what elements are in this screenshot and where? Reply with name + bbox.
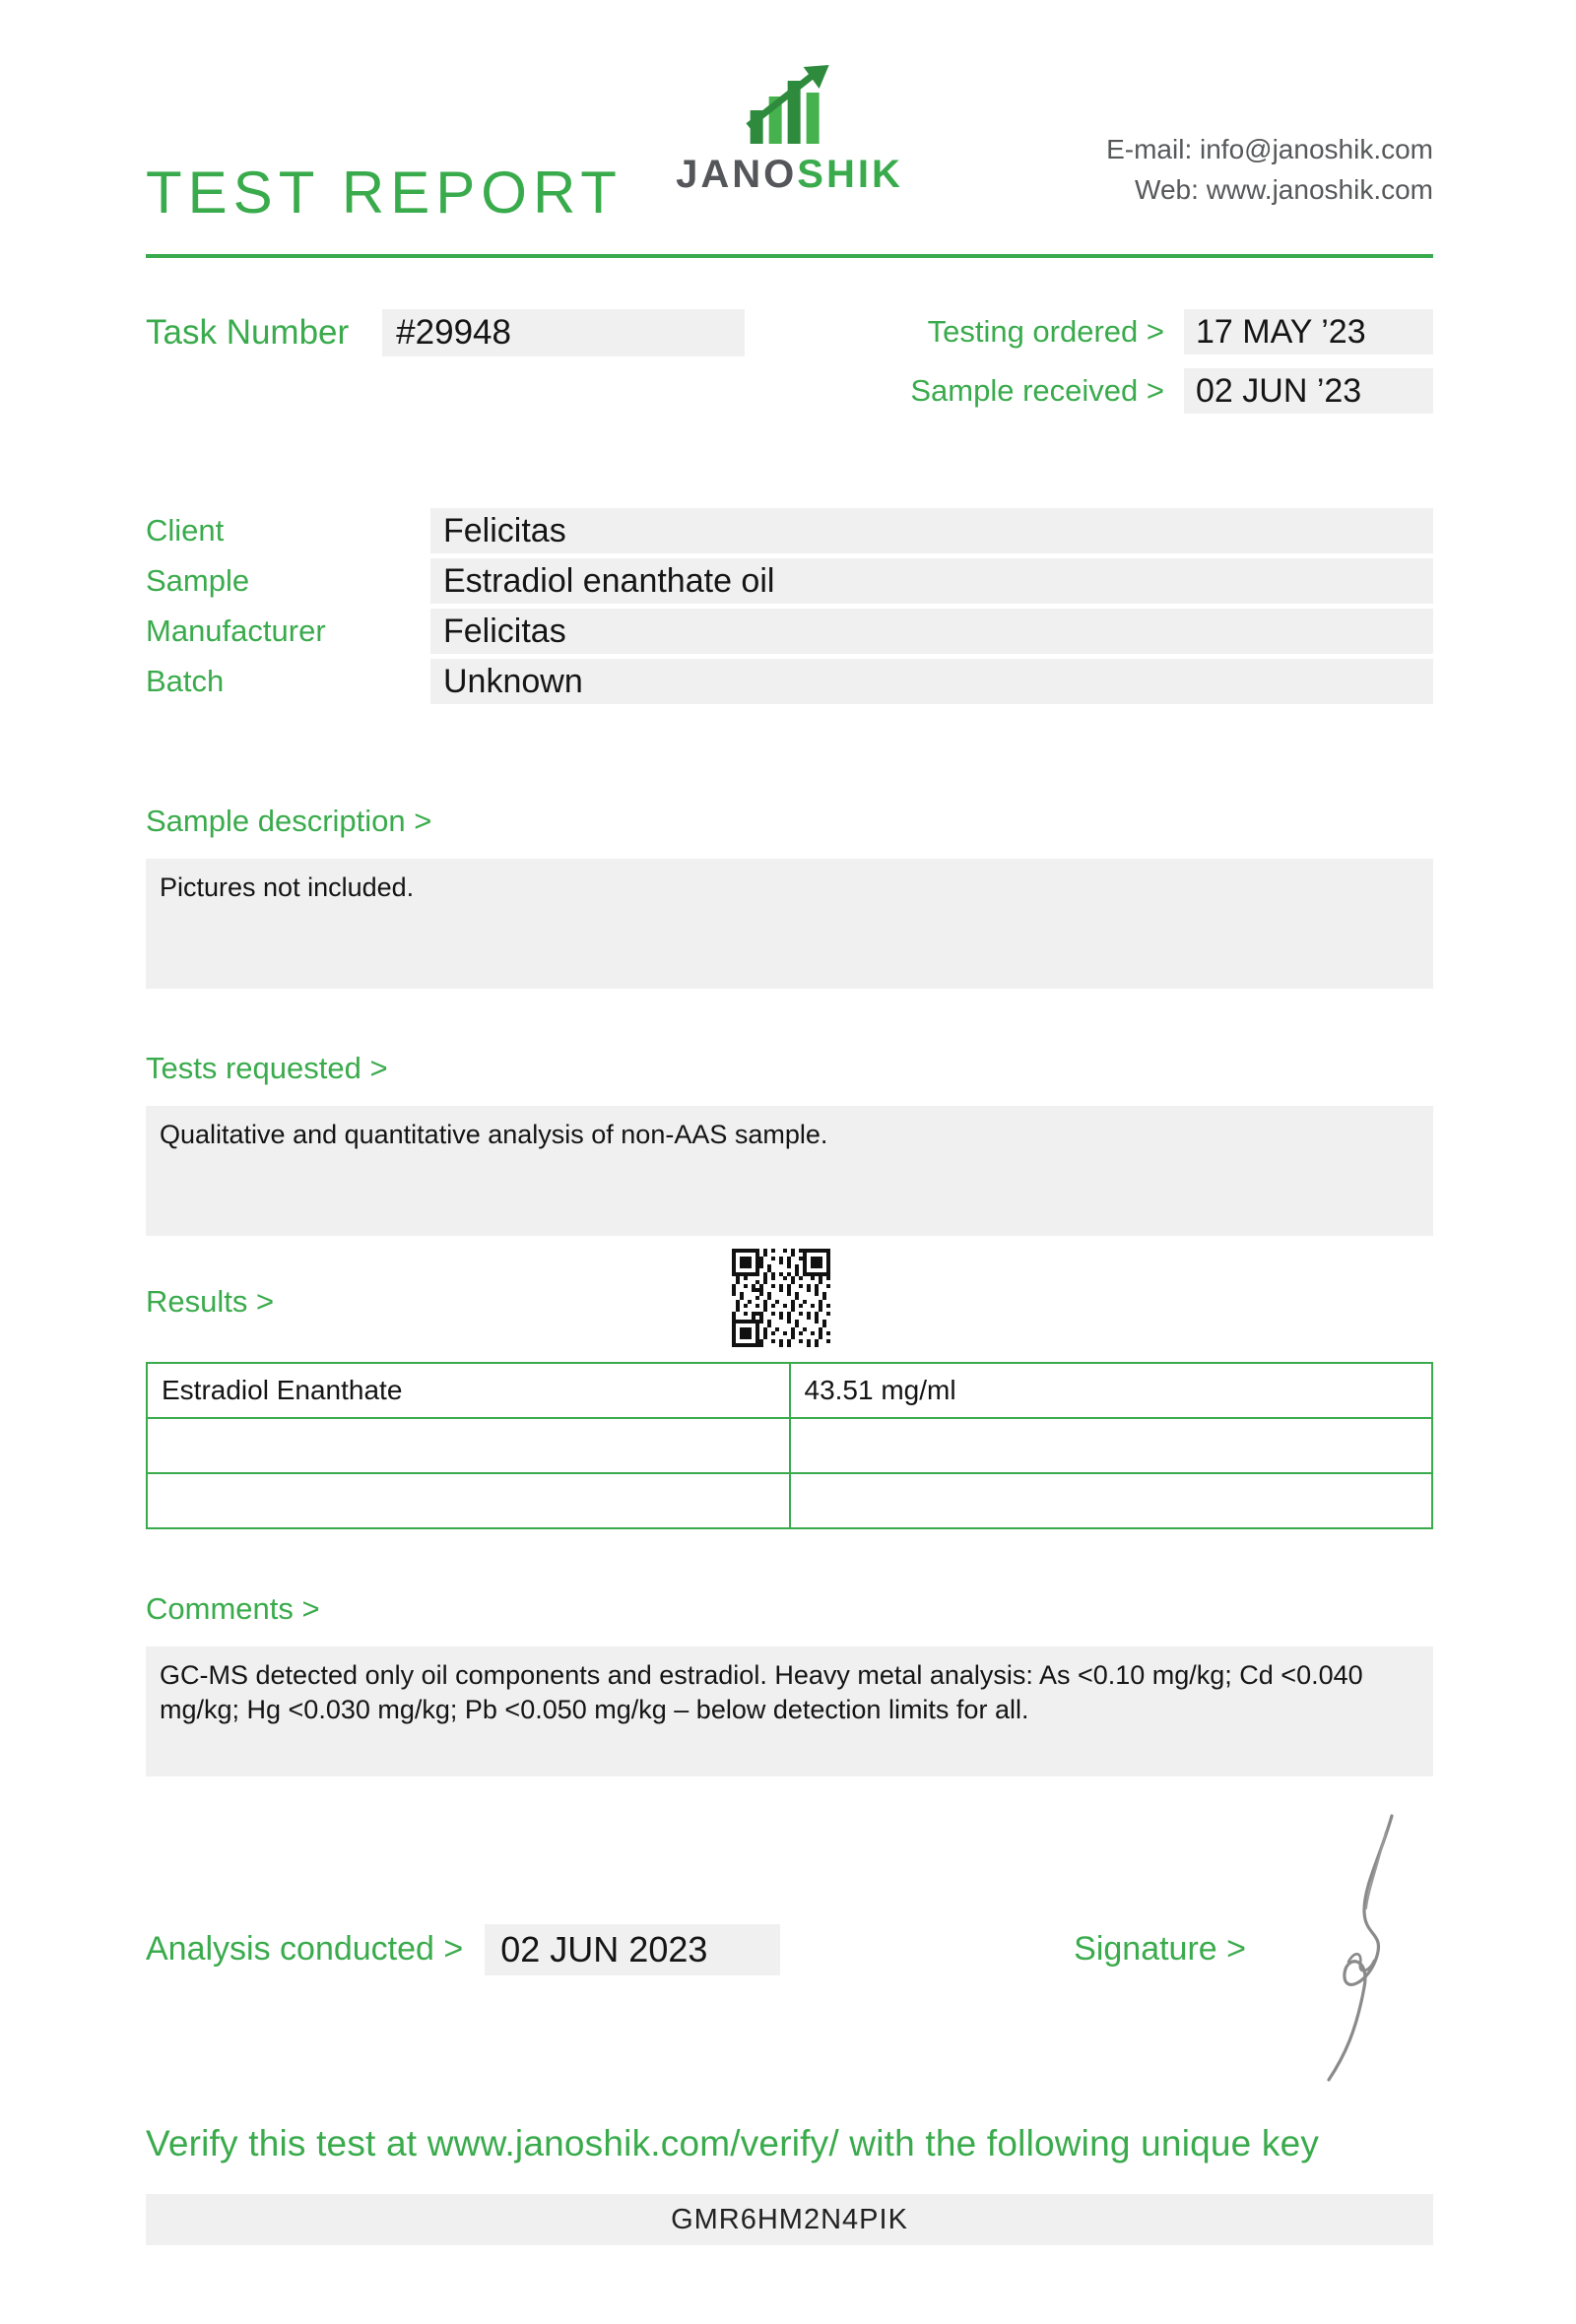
batch-value: Unknown [430, 659, 1433, 704]
dates-group [910, 309, 1433, 414]
sample-received-label: Sample received > [910, 373, 1164, 408]
logo-text-jano: JANO [676, 153, 798, 196]
web-label: Web: [1135, 173, 1199, 205]
testing-ordered-row [910, 309, 1433, 355]
report-page [146, 0, 1433, 2245]
tests-requested-heading: Tests requested > [146, 1051, 388, 1086]
contact-email-row [1106, 130, 1433, 170]
task-section [146, 309, 1433, 414]
task-number-label: Task Number [146, 313, 350, 352]
analysis-conducted-label: Analysis conducted > [146, 1930, 464, 1969]
table-row [147, 1473, 1432, 1528]
sample-details [146, 508, 1433, 704]
result-value: 43.51 mg/ml [790, 1363, 1433, 1418]
sample-description-text: Pictures not included. [146, 859, 1433, 989]
result-value [790, 1418, 1433, 1473]
sample-label: Sample [146, 563, 250, 598]
logo-wordmark [676, 153, 903, 197]
sample-description-heading: Sample description > [146, 804, 432, 838]
detail-row-manufacturer [146, 609, 1433, 654]
comments-heading: Comments > [146, 1590, 320, 1626]
footer-section [146, 1924, 1433, 1975]
batch-label: Batch [146, 664, 225, 698]
result-analyte: Estradiol Enanthate [147, 1363, 790, 1418]
web-value: www.janoshik.com [1206, 173, 1433, 205]
result-analyte [147, 1473, 790, 1528]
task-number-group [146, 309, 745, 356]
sample-received-row [910, 368, 1433, 414]
testing-ordered-label: Testing ordered > [927, 314, 1164, 349]
client-value: Felicitas [430, 508, 1433, 553]
header-divider [146, 254, 1433, 258]
detail-row-batch [146, 659, 1433, 704]
sample-received-date: 02 JUN ’23 [1184, 368, 1433, 414]
verify-instruction: Verify this test at www.janoshik.com/verify/ with the following unique key [146, 2122, 1320, 2163]
logo-chart-icon [739, 133, 841, 150]
results-heading: Results > [146, 1284, 275, 1320]
results-table [146, 1362, 1433, 1529]
table-row [147, 1418, 1432, 1473]
tests-requested-text: Qualitative and quantitative analysis of non-AAS sample. [146, 1106, 1433, 1236]
contact-info [1106, 130, 1433, 210]
detail-row-client [146, 508, 1433, 553]
comments-text: GC-MS detected only oil components and estradiol. Heavy metal analysis: As <0.10 mg/kg; Cd <0.040 mg/kg; Hg <0.030 mg/kg; Pb <0.050 mg/kg – below detection limits for all. [146, 1646, 1433, 1776]
email-value: info@janoshik.com [1200, 134, 1433, 164]
contact-web-row [1106, 170, 1433, 211]
result-analyte [147, 1418, 790, 1473]
results-section [146, 1283, 1433, 1528]
manufacturer-value: Felicitas [430, 609, 1433, 654]
detail-row-sample [146, 558, 1433, 604]
qr-code [732, 1249, 830, 1347]
sample-value: Estradiol enanthate oil [430, 558, 1433, 604]
analysis-conducted-date: 02 JUN 2023 [485, 1924, 780, 1975]
signature-label: Signature > [1074, 1930, 1246, 1969]
logo-text-shik: SHIK [797, 153, 903, 196]
result-value [790, 1473, 1433, 1528]
client-label: Client [146, 513, 225, 548]
signature-image [1266, 1806, 1433, 2092]
analysis-row [146, 1924, 1433, 1975]
report-header [146, 0, 1433, 244]
manufacturer-label: Manufacturer [146, 613, 326, 648]
verification-key: GMR6HM2N4PIK [146, 2194, 1433, 2245]
email-label: E-mail: [1106, 134, 1193, 164]
testing-ordered-date: 17 MAY ’23 [1184, 309, 1433, 355]
janoshik-logo [676, 65, 903, 197]
task-number-value: #29948 [382, 309, 745, 356]
page-title: TEST REPORT [146, 160, 623, 226]
table-row [147, 1363, 1432, 1418]
